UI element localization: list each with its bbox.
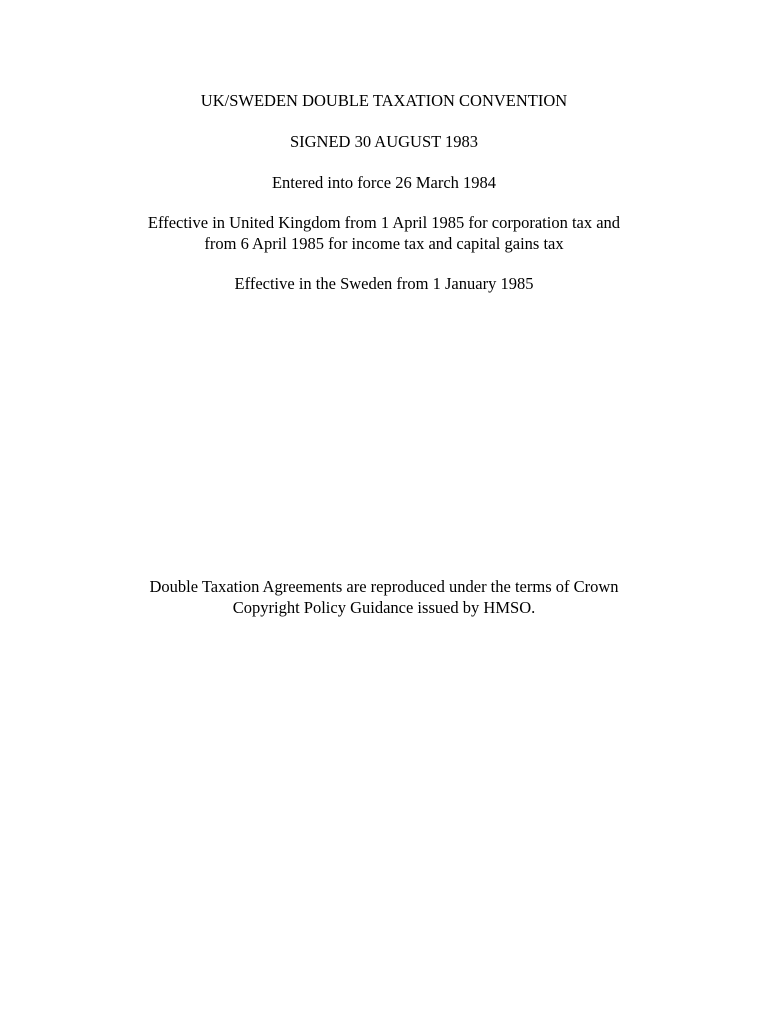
copyright-notice-line-1: Double Taxation Agreements are reproduced under the terms of Crown <box>149 577 619 596</box>
effective-uk-line-1: Effective in United Kingdom from 1 April 1985 for corporation tax and <box>147 213 621 232</box>
entry-into-force: Entered into force 26 March 1984 <box>271 173 497 192</box>
effective-sweden: Effective in the Sweden from 1 January 1985 <box>234 274 534 293</box>
effective-uk-line-2: from 6 April 1985 for income tax and capital gains tax <box>204 234 564 253</box>
document-title: UK/SWEDEN DOUBLE TAXATION CONVENTION <box>200 91 568 110</box>
signed-date: SIGNED 30 AUGUST 1983 <box>289 132 479 151</box>
copyright-notice-line-2: Copyright Policy Guidance issued by HMSO. <box>232 598 536 617</box>
